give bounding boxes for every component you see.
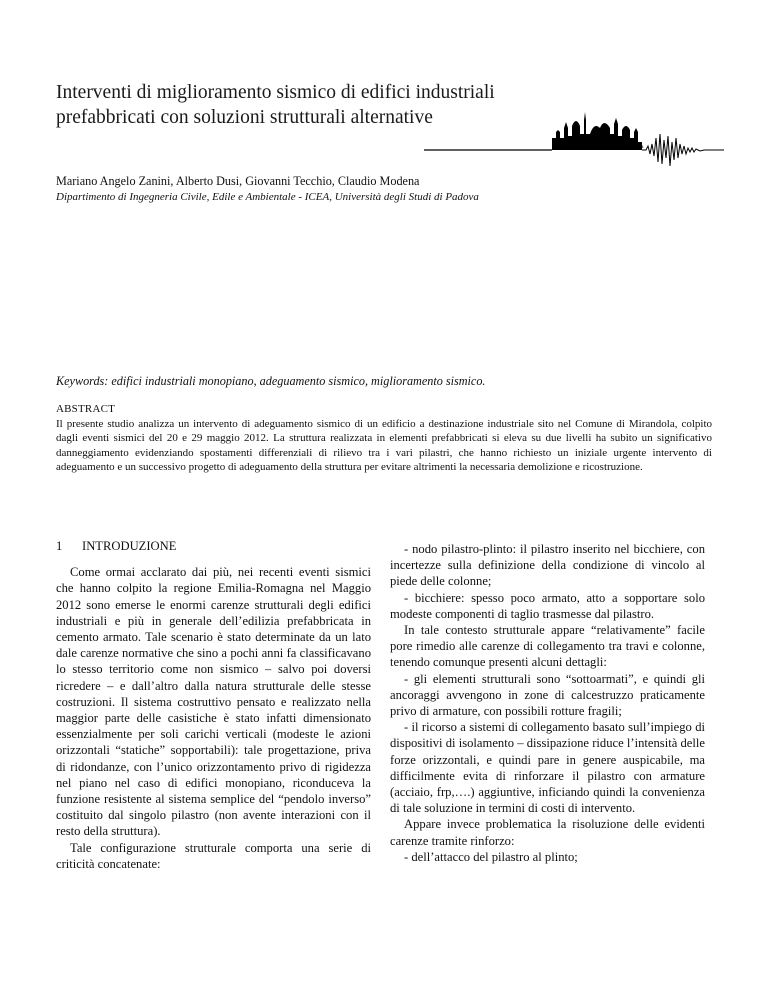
paragraph: Tale configurazione strutturale comporta una serie di criticità concatenate: <box>56 840 371 871</box>
paragraph: - bicchiere: spesso poco armato, atto a sopportare solo modeste componenti di taglio trasmesse dal pilastro. <box>390 590 705 621</box>
right-column <box>390 541 705 865</box>
abstract-heading: ABSTRACT <box>56 403 116 415</box>
logo-text: PADOVA <box>620 144 644 150</box>
paper-title-line-2: prefabbricati con soluzioni strutturali alternative <box>56 107 433 128</box>
section-title: INTRODUZIONE <box>82 539 177 553</box>
paragraph: - gli elementi strutturali sono “sottoarmati”, e quindi gli ancoraggi avvengono in zone di calcestruzzo praticamente privo di armature, con possibili rotture fragili; <box>390 671 705 719</box>
paragraph: Come ormai acclarato dai più, nei recenti eventi sismici che hanno colpito la regione Emilia-Romagna nel Maggio 2012 sono emerse le enormi carenze strutturali degli edifici industriali e più in generale dell’edilizia prefabbricata in cemento armato. Tale scenario è stato determinate da un lato dale carenze normative che sino a pochi anni fa classificavano lo stesso territorio come non sismico – salvo poi doversi ricredere – e dall’altro dalla natura strutturale delle stesse costruzioni. Il sistema costruttivo pensato e realizzato nella maggior parte delle casistiche è stato infatti dimensionato essenzialmente per soli carichi verticali (modeste le azioni orizzontali “statiche” sopportabili): tale progettazione, priva di ridondanze, con l’unico orizzontamento privo di rigidezza nel piano nel caso di edifici monopiano, riconduceva la funzione resistente al sistema semplice del “pendolo inverso” costituito dal singolo pilastro (non avente interazioni con il resto della struttura). <box>56 565 371 839</box>
paragraph: In tale contesto strutturale appare “relativamente” facile pore rimedio alle carenze di collegamento tra travi e colonne, tenendo comunque presenti alcuni dettagli: <box>390 623 705 670</box>
paragraph: - dell’attacco del pilastro al plinto; <box>404 849 578 864</box>
left-column <box>56 538 371 872</box>
author-list: Mariano Angelo Zanini, Alberto Dusi, Giovanni Tecchio, Claudio Modena <box>56 174 420 188</box>
keywords: Keywords: edifici industriali monopiano, adeguamento sismico, miglioramento sismico. <box>56 374 486 388</box>
paragraph: - il ricorso a sistemi di collegamento basato sull’impiego di dispositivi di isolamento – dissipazione riduce l’intensità delle forze orizzontali, e quindi pare in genere auspicabile, ma difficilmente evita di rinforzare il pilastro con armature (acciaio, frp,….) aggiuntive, inficiando quindi la convenienza di tale soluzione in termini di costi di intervento. <box>390 720 705 816</box>
paragraph: Appare invece problematica la risoluzione delle evidenti carenze tramite rinforzo: <box>390 817 705 848</box>
seismogram-icon <box>642 134 724 166</box>
affiliation: Dipartimento di Ingegneria Civile, Edile e Ambientale - ICEA, Università degli Studi di Padova <box>56 191 479 203</box>
section-heading <box>56 538 371 554</box>
abstract-body: Il presente studio analizza un intervento di adeguamento sismico di un edificio a destinazione industriale sito nel Comune di Mirandola, colpito dagli eventi sismici del 20 e 29 maggio 2012. La struttura realizzata in elementi prefabbricati si eleva su due livelli ha subito un significativo danneggiamento evidenziando spostamenti differenziali di rilievo tra i vari pilastri, che hanno richiesto un iniziale urgente intervento di adeguamento e un successivo progetto di adeguamento della struttura per evitare altrimenti la necessaria demolizione e ricostruzione. <box>56 418 712 473</box>
paragraph: - nodo pilastro-plinto: il pilastro inserito nel bicchiere, con incertezze sulla definizione della condizione di vincolo al piede delle colonne; <box>390 542 705 589</box>
padova-skyline-logo <box>424 108 724 172</box>
section-number: 1 <box>56 539 63 553</box>
paper-title-line-1: Interventi di miglioramento sismico di edifici industriali <box>56 82 495 103</box>
